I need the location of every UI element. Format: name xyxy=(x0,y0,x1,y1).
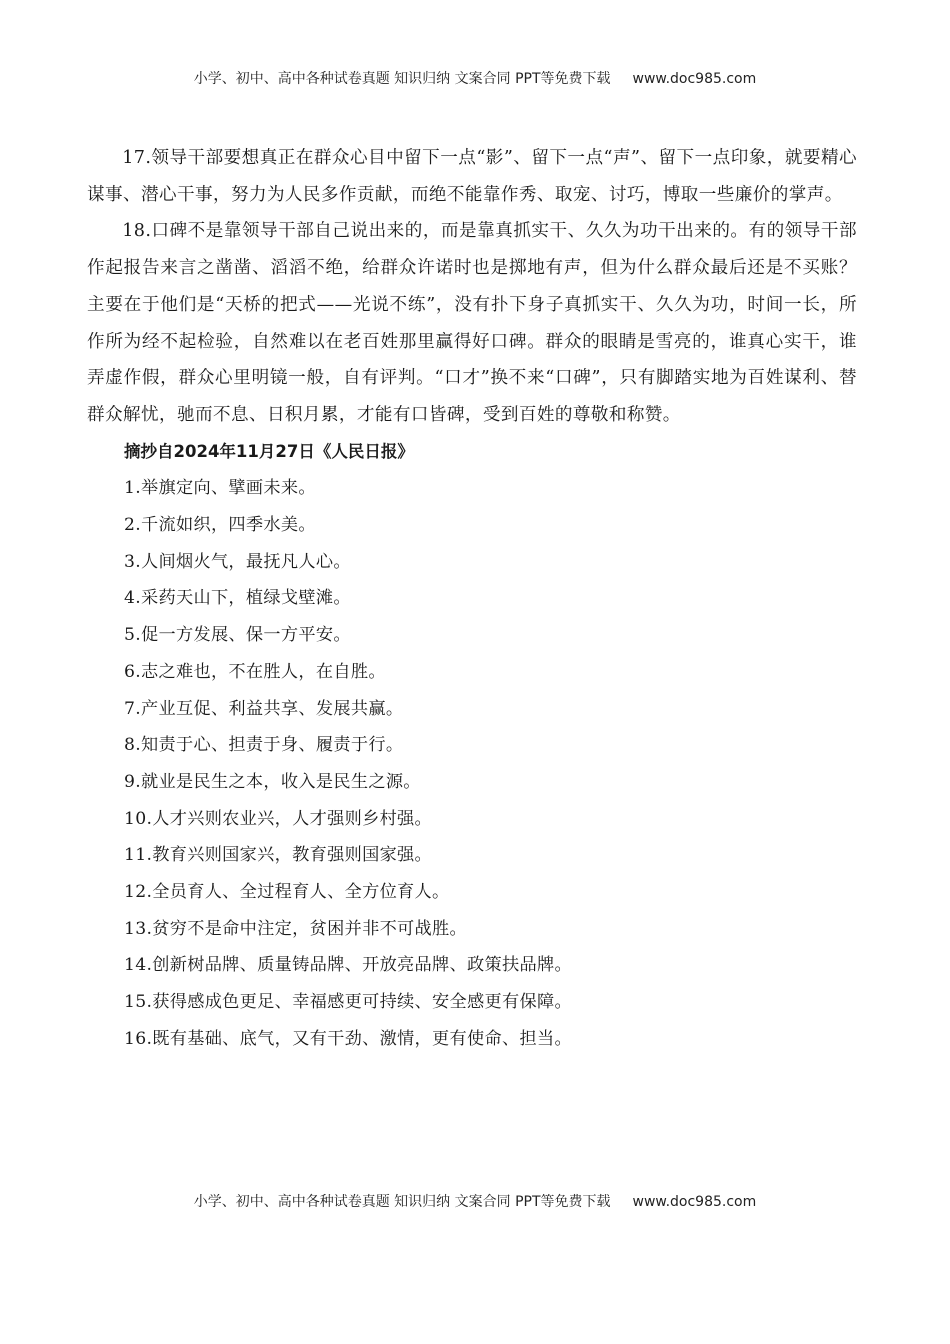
page-header xyxy=(0,68,950,88)
list-item: 16.既有基础、底气，又有干劲、激情，更有使命、担当。 xyxy=(124,1028,572,1049)
footer-text: 小学、初中、高中各种试卷真题 知识归纳 文案合同 PPT等免费下载 xyxy=(193,1194,611,1210)
document-body xyxy=(87,140,857,1058)
list-item: 14.创新树品牌、质量铸品牌、开放亮品牌、政策扶品牌。 xyxy=(124,955,572,976)
list-item: 6.志之难也，不在胜人，在自胜。 xyxy=(124,661,386,682)
header-url[interactable]: www.doc985.com xyxy=(632,71,757,87)
list-item: 4.采药天山下，植绿戈壁滩。 xyxy=(124,588,351,609)
list-item: 12.全员育人、全过程育人、全方位育人。 xyxy=(124,882,450,903)
footer-url[interactable]: www.doc985.com xyxy=(632,1194,757,1210)
list-item: 13.贫穷不是命中注定，贫困并非不可战胜。 xyxy=(124,918,468,939)
list-item: 8.知责于心、担责于身、履责于行。 xyxy=(124,735,404,756)
list-item: 11.教育兴则国家兴，教育强则国家强。 xyxy=(124,845,433,866)
list-item: 15.获得感成色更足、幸福感更可持续、安全感更有保障。 xyxy=(124,992,572,1013)
list-item: 9.就业是民生之本，收入是民生之源。 xyxy=(124,771,421,792)
page-footer xyxy=(0,1191,950,1211)
list-item: 7.产业互促、利益共享、发展共赢。 xyxy=(124,698,404,719)
list-item: 3.人间烟火气，最抚凡人心。 xyxy=(124,551,351,572)
list-item: 1.举旗定向、擘画未来。 xyxy=(124,478,316,499)
quote-list xyxy=(87,470,857,1057)
paragraph-18: 18.口碑不是靠领导干部自己说出来的，而是靠真抓实干、久久为功干出来的。有的领导干部作起报告来言之凿凿、滔滔不绝，给群众许诺时也是掷地有声，但为什么群众最后还是不买账？主要在于他们是“天桥的把式——光说不练”，没有扑下身子真抓实干、久久为功，时间一长，所作所为经不起检验，自然难以在老百姓那里赢得好口碑。群众的眼睛是雪亮的，谁真心实干，谁弄虚作假，群众心里明镜一般，自有评判。“口才”换不来“口碑”，只有脚踏实地为百姓谋利、替群众解忧，驰而不息、日积月累，才能有口皆碑，受到百姓的尊敬和称赞。 xyxy=(87,221,857,425)
paragraph-17: 17.领导干部要想真正在群众心目中留下一点“影”、留下一点“声”、留下一点印象，就要精心谋事、潜心干事，努力为人民多作贡献，而绝不能靠作秀、取宠、讨巧，博取一些廉价的掌声。 xyxy=(87,148,857,205)
header-text: 小学、初中、高中各种试卷真题 知识归纳 文案合同 PPT等免费下载 xyxy=(193,71,611,87)
source-citation: 摘抄自2024年11月27日《人民日报》 xyxy=(124,441,414,461)
list-item: 5.促一方发展、保一方平安。 xyxy=(124,625,351,646)
list-item: 10.人才兴则农业兴，人才强则乡村强。 xyxy=(124,808,433,829)
list-item: 2.千流如织，四季水美。 xyxy=(124,515,316,536)
